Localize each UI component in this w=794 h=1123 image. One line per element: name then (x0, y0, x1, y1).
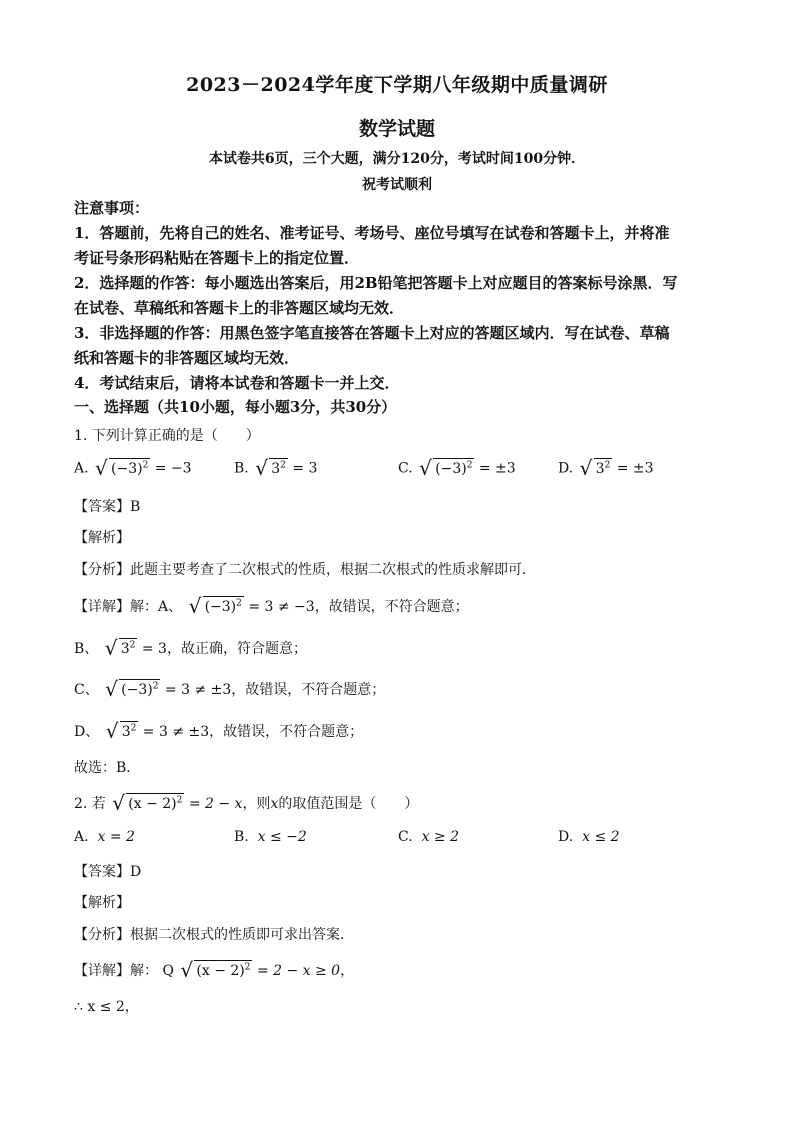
exam-wish: 祝考试顺利 (362, 177, 432, 193)
section-heading: 一、选择题（共10小题，每小题3分，共30分） (74, 398, 397, 416)
q1-option-a: A. √ $(-3)^2 = -3$ (74, 460, 192, 477)
notice-line: 3．非选择题的作答：用黑色签字笔直接答在答题卡上对应的答题区域内．写在试卷、草稿 (74, 324, 670, 342)
notice-line: 4．考试结束后，请将本试卷和答题卡一并上交． (74, 374, 400, 392)
q1-detail-a: 【详解】解：A、 √ $(-3)^2 = 3 \ne -3$，故错误，不符合题意； (74, 596, 469, 616)
q1-option-d: D. √ $3^2 = \pm 3$ (558, 460, 654, 477)
q2-option-a: A. x = 2 (74, 829, 135, 845)
exam-description: 本试卷共6页，三个大题，满分120分，考试时间100分钟． (208, 151, 586, 167)
q2-answer: 【答案】D (74, 864, 142, 880)
notice-line: 在试卷、草稿纸和答题卡上的非答题区域均无效． (74, 299, 405, 317)
question-2-stem: 2. 若 √ $(x - 2)^2 = 2 - x$，则x的取值范围是（ ） (74, 793, 418, 813)
q1-conclusion: 故选：B． (74, 760, 141, 776)
q1-option-c: C. √ $(-3)^2 = \pm 3$ (398, 460, 516, 477)
question-1-stem: 1. 下列计算正确的是（ ） (74, 428, 260, 444)
page-title: 2023－2024学年度下学期八年级期中质量调研 (186, 74, 608, 96)
q2-option-c: C. x ≥ 2 (398, 829, 460, 845)
notice-line: 纸和答题卡的非答题区域均无效． (74, 349, 300, 367)
notice-line: 1．答题前，先将自己的姓名、准考证号、考场号、座位号填写在试卷和答题卡上，并将准 (74, 224, 670, 242)
notice-line: 考证号条形码粘贴在答题卡上的指定位置． (74, 249, 360, 267)
q1-detail-d: D、 √ $3^2 = 3 \ne \pm 3$，故错误，不符合题意； (74, 721, 363, 741)
q2-last-line: ∴ x ≤ 2， (74, 999, 139, 1015)
subject-title: 数学试题 (358, 118, 435, 140)
q1-answer: 【答案】B (74, 499, 141, 515)
notice-line: 2．选择题的作答：每小题选出答案后，用2B铅笔把答题卡上对应题目的答案标号涂黑．写 (74, 274, 678, 292)
q2-analysis: 【分析】根据二次根式的性质即可求出答案． (74, 927, 354, 943)
q1-analysis: 【分析】此题主要考查了二次根式的性质，根据二次根式的性质求解即可． (74, 562, 536, 578)
q2-analysis-label: 【解析】 (74, 895, 130, 911)
q1-option-b: B. √ $3^2 = 3$ (234, 460, 317, 477)
q2-option-d: D. x ≤ 2 (558, 829, 620, 845)
because-symbol: Q (162, 963, 174, 979)
q1-analysis-label: 【解析】 (74, 530, 130, 546)
q2-option-b: B. x ≤ −2 (234, 829, 307, 845)
q1-detail-b: B、 √ $3^2 = 3$，故正确，符合题意； (74, 638, 307, 658)
q2-detail: 【详解】解： Q √ $(x - 2)^2 = 2 - x \ge 0$， (74, 960, 354, 980)
notice-heading: 注意事项： (74, 199, 150, 217)
q1-detail-c: C、 √ $(-3)^2 = 3 \ne \pm 3$，故错误，不符合题意； (74, 679, 385, 699)
